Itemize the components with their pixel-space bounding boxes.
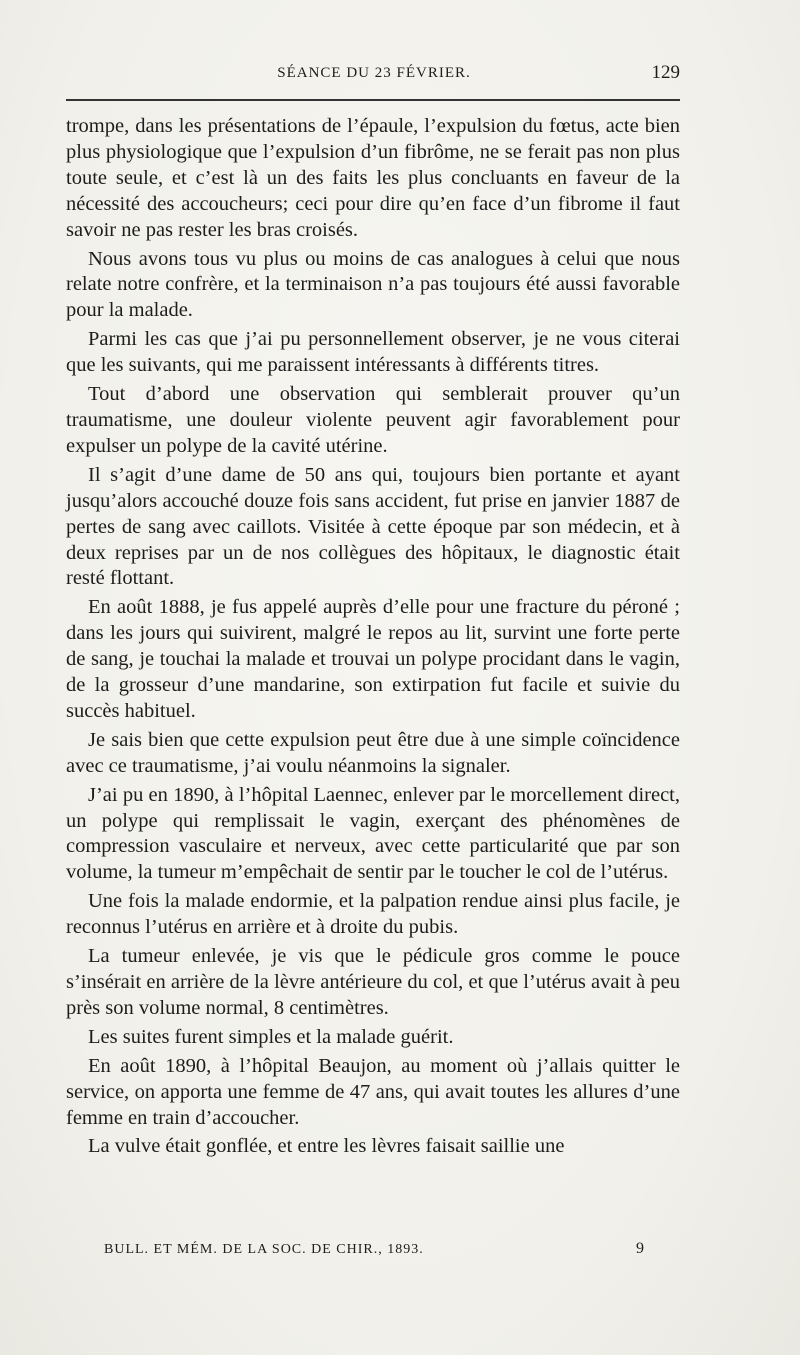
paragraph: Il s’agit d’une dame de 50 ans qui, toujours bien portante et ayant jusqu’alors accouché douze fois sans accident, fut prise en janvier 1887 de pertes de sang avec caillots. Visitée à cette époque par son médecin, et à deux reprises par un de nos collègues des hôpitaux, le diagnostic était resté flottant. xyxy=(66,463,680,590)
running-title: SÉANCE DU 23 FÉVRIER. xyxy=(277,65,471,81)
paragraph: Tout d’abord une observation qui semblerait prouver qu’un traumatisme, une douleur violente peuvent agir favorablement pour expulser un polype de la cavité utérine. xyxy=(66,383,680,457)
paragraph: Je sais bien que cette expulsion peut être due à une simple coïncidence avec ce traumatisme, j’ai voulu néanmoins la signaler. xyxy=(66,728,680,777)
sheet-number: 9 xyxy=(636,1240,644,1257)
paragraph: La vulve était gonflée, et entre les lèvres faisait saillie une xyxy=(88,1135,565,1158)
page-footer xyxy=(104,1240,644,1260)
paragraph: Nous avons tous vu plus ou moins de cas analogues à celui que nous relate notre confrère, et la terminaison n’a pas toujours été aussi favorable pour la malade. xyxy=(66,247,680,322)
page-number: 129 xyxy=(651,62,680,83)
header-rule xyxy=(66,99,680,101)
paragraph: Les suites furent simples et la malade guérit. xyxy=(88,1025,454,1048)
paragraph: En août 1888, je fus appelé auprès d’elle pour une fracture du péroné ; dans les jours qui suivirent, malgré le repos au lit, survint une forte perte de sang, je touchai la malade et trouvai un polype procidant dans le vagin, de la grosseur d’une mandarine, son extirpation fut facile et suivie du succès habituel. xyxy=(66,596,680,722)
body-text xyxy=(66,114,680,1163)
page-header xyxy=(66,62,682,86)
paragraph-continued: trompe, dans les présentations de l’épaule, l’expulsion du fœtus, acte bien plus physiologique que l’expulsion d’un fibrôme, ne se ferait pas non plus toute seule, et c’est là un des faits les plus concluants en faveur de la nécessité des accoucheurs; ceci pour dire qu’en face d’un fibrome il faut savoir ne pas rester les bras croisés. xyxy=(66,115,680,241)
paragraph: J’ai pu en 1890, à l’hôpital Laennec, enlever par le morcellement direct, un polype qui remplissait le vagin, exerçant des phénomènes de compression vasculaire et nerveux, avec cette particularité que par son volume, la tumeur m’empêchait de sentir par le toucher le col de l’utérus. xyxy=(66,783,680,884)
paragraph: La tumeur enlevée, je vis que le pédicule gros comme le pouce s’insérait en arrière de la lèvre antérieure du col, et que l’utérus avait à peu près son volume normal, 8 centimètres. xyxy=(66,945,680,1019)
paragraph: Parmi les cas que j’ai pu personnellement observer, je ne vous citerai que les suivants, qui me paraissent intéressants à différents titres. xyxy=(66,328,680,377)
paragraph: Une fois la malade endormie, et la palpation rendue ainsi plus facile, je reconnus l’utérus en arrière et à droite du pubis. xyxy=(66,890,680,939)
paragraph: En août 1890, à l’hôpital Beaujon, au moment où j’allais quitter le service, on apporta une femme de 47 ans, qui avait toutes les allures d’une femme en train d’accoucher. xyxy=(66,1054,680,1129)
signature-line: BULL. ET MÉM. DE LA SOC. DE CHIR., 1893. xyxy=(104,1242,424,1257)
